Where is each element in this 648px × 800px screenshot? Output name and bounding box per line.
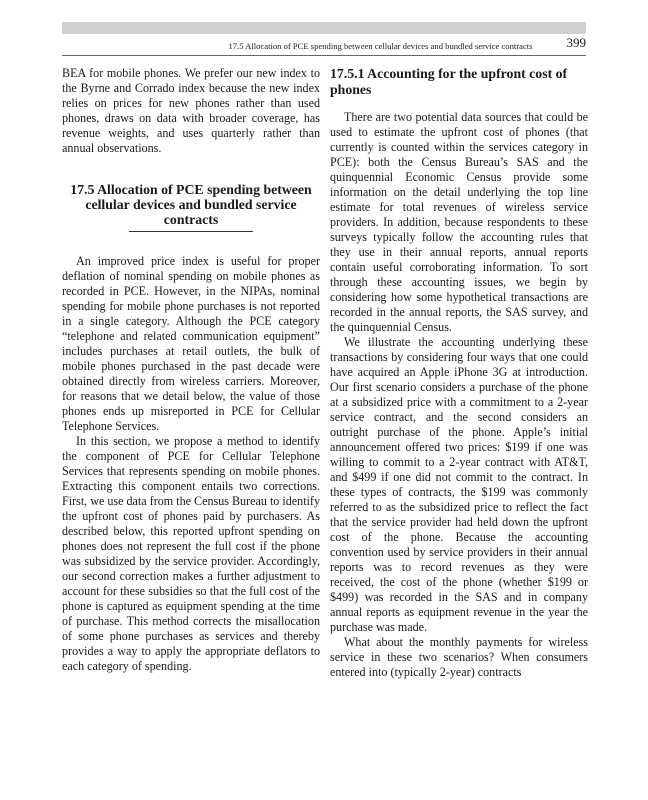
subsection-heading: 17.5.1 Accounting for the upfront cost of phones bbox=[330, 66, 568, 97]
left-column bbox=[62, 66, 320, 674]
paragraph: What about the monthly payments for wireless service in these two scenarios? When consumers entered into (typically 2-year) contracts bbox=[330, 635, 588, 679]
page-number: 399 bbox=[566, 35, 586, 50]
paragraph: In this section, we propose a method to identify the component of PCE for Cellular Telephone Services that represents spending on mobile phones. Extracting this component entails two corrections. First, we use data from the Census Bureau to identify the upfront cost of phones paid by purchasers. As described below, this reported upfront spending on phones does not represent the full cost if the phone was subsidized by the service provider. Accordingly, our second correction makes a further adjustment to account for these subsidies so that the full cost of the phone is captured as equipment spending at the time of purchase. This method corrects the misallocation of some phone purchases as services and thereby provides a way to apply the appropriate deflators to each category of spending. bbox=[62, 434, 320, 673]
right-column bbox=[330, 66, 588, 680]
running-header bbox=[62, 36, 586, 56]
paragraph: There are two potential data sources that could be used to estimate the upfront cost of phones (that currently is counted within the services category in PCE): both the Census Bureau’s SAS and the quinquennial Economic Census provide some information on the detail underlying the top line estimate for total revenues of wireless service providers. In addition, because respondents to these surveys typically follow the accounting rules that they use in their annual reports, annual reports contain useful corroborating information. To sort through these accounting issues, we begin by considering how some hypothetical transactions are recorded in the annual reports, the SAS survey, and the quinquennial Census. bbox=[330, 110, 588, 334]
paragraph: We illustrate the accounting underlying these transactions by considering four ways that one could have acquired an Apple iPhone 3G at introduction. Our first scenario considers a purchase of the phone at a subsidized price with a commitment to a 2-year service contract, and the second considers an outright purchase of the phone. Apple’s initial announcement offered two prices: $199 if one was willing to commit to a 2-year contract with AT&T, and $499 if one did not commit to the contract. In these types of contracts, the $199 was commonly referred to as the subsidized price to reflect the fact that the service provider had held down the upfront cost of the phone. Because the accounting convention used by service providers in their annual reports was to record revenues as they were received, the cost of the phone (whether $199 or $499) was recorded in the SAS and in company annual reports as equipment revenue in the year the purchase was made. bbox=[330, 335, 588, 634]
paragraph: An improved price index is useful for proper deflation of nominal spending on mobile phones as recorded in PCE. However, in the NIPAs, nominal spending for mobile phone purchases is not reported in a single category. Although the PCE category “telephone and related communication equipment” includes purchases at retail outlets, the bulk of mobile phones purchased in the past decade were obtained directly from wireless carriers. Moreover, for reasons that we detail below, the value of those phones ends up misreported in PCE for Cellular Telephone Services. bbox=[62, 254, 320, 433]
running-title: 17.5 Allocation of PCE spending between cellular devices and bundled service contracts bbox=[228, 41, 533, 51]
paragraph: BEA for mobile phones. We prefer our new index to the Byrne and Corrado index because the new index relies on prices for new phones rather than used phones, draws on data with broader coverage, has revenue weights, and uses quarterly rather than annual observations. bbox=[62, 66, 320, 155]
section-heading: 17.5 Allocation of PCE spending between cellular devices and bundled service contracts bbox=[70, 182, 312, 227]
header-bar bbox=[62, 22, 586, 34]
section-rule bbox=[129, 231, 253, 232]
